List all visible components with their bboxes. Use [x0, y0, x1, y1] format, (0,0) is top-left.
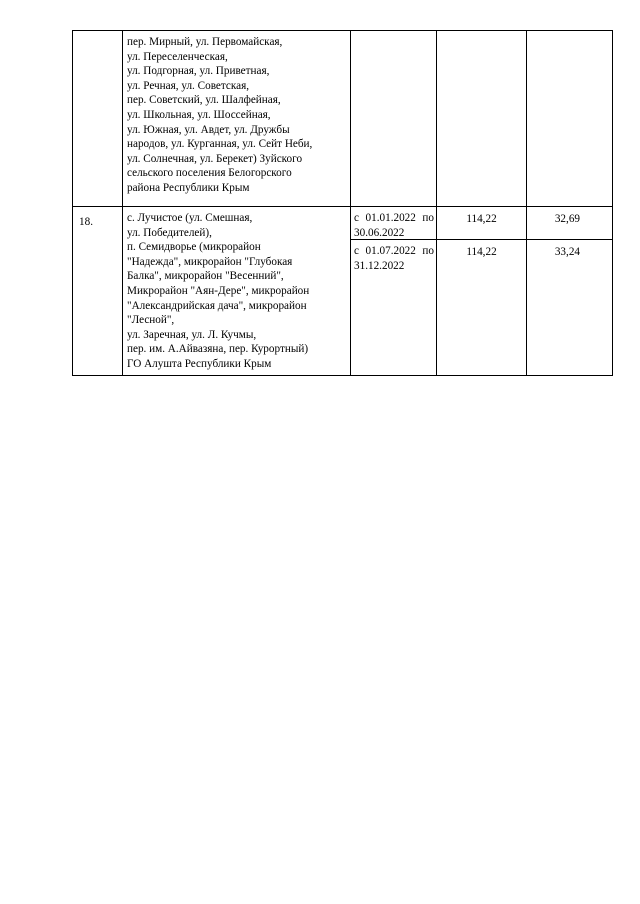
address-line: "Надежда", микрорайон "Глубокая [127, 255, 293, 268]
address-line: ул. Переселенческая, [127, 50, 228, 63]
address-line: Балка", микрорайон "Весенний", [127, 270, 284, 283]
address-line: "Александрийская дача", микрорайон [127, 299, 307, 312]
row-number-cell: 18. [73, 207, 123, 376]
period-label: с 01.01.2022 по 30.06.2022 [354, 212, 434, 239]
address-line: пер. им. А.Айвазяна, пер. Курортный) [127, 343, 309, 356]
row-number-cell [73, 31, 123, 207]
address-line: Микрорайон "Аян-Дере", микрорайон [127, 284, 310, 297]
tariff-value: 114,22 [466, 246, 497, 258]
address-line: ул. Южная, ул. Авдет, ул. Дружбы [127, 123, 290, 136]
address-line: народов, ул. Курганная, ул. Сейт Неби, [127, 138, 313, 151]
tariff-value: 32,69 [554, 213, 580, 225]
address-line: п. Семидворье (микрорайон [127, 241, 261, 254]
address-line: ГО Алушта Республики Крым [127, 357, 272, 370]
tariff-value: 33,24 [554, 246, 580, 258]
address-line: ул. Подгорная, ул. Приветная, [127, 65, 270, 78]
value2-cell-empty [527, 31, 613, 207]
value2-cell [527, 207, 613, 376]
value1-cell-empty [437, 31, 527, 207]
address-line: с. Лучистое (ул. Смешная, [127, 212, 253, 224]
address-line: пер. Советский, ул. Шалфейная, [127, 94, 281, 107]
address-cell [123, 31, 351, 207]
address-line: ул. Солнечная, ул. Берекет) Зуйского [127, 152, 303, 165]
period-cell [351, 207, 437, 376]
address-line: "Лесной", [127, 314, 175, 327]
table-row-continued [73, 31, 613, 207]
address-line: ул. Школьная, ул. Шоссейная, [127, 108, 271, 121]
period-label: с 01.07.2022 по 31.12.2022 [354, 245, 434, 272]
value1-cell [437, 207, 527, 376]
tariff-value: 114,22 [466, 213, 497, 225]
address-line: сельского поселения Белогорского [127, 167, 292, 180]
address-line: ул. Победителей), [127, 226, 212, 239]
period-cell-empty [351, 31, 437, 207]
tariff-table [72, 30, 613, 376]
address-cell [123, 207, 351, 376]
document-page [72, 30, 612, 376]
address-line: ул. Заречная, ул. Л. Кучмы, [127, 328, 257, 341]
address-line: ул. Речная, ул. Советская, [127, 79, 250, 92]
address-line: района Республики Крым [127, 181, 250, 194]
table-row-18 [73, 207, 613, 376]
address-line: пер. Мирный, ул. Первомайская, [127, 36, 283, 48]
